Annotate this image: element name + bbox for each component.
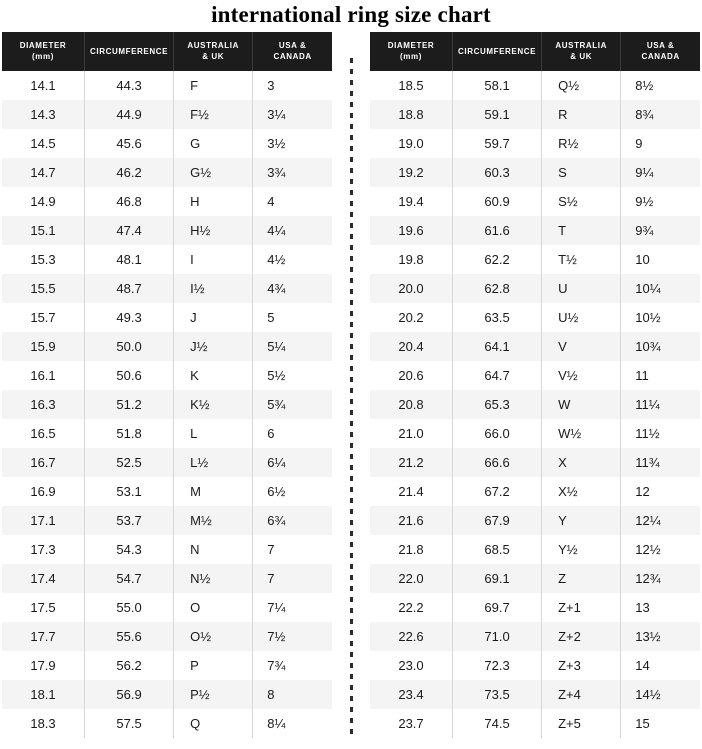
table-row <box>370 506 700 535</box>
cell-usa-canada: 7 <box>253 535 332 564</box>
cell-usa-canada: 14½ <box>621 680 700 709</box>
table-row <box>370 419 700 448</box>
cell-diameter: 20.2 <box>370 303 453 332</box>
cell-australia-uk: Y½ <box>542 535 621 564</box>
table-row <box>2 651 332 680</box>
table-row <box>370 274 700 303</box>
table-row <box>2 680 332 709</box>
cell-diameter: 18.5 <box>370 71 453 100</box>
cell-diameter: 23.7 <box>370 709 453 738</box>
table-row <box>2 593 332 622</box>
cell-australia-uk: V <box>542 332 621 361</box>
cell-australia-uk: Y <box>542 506 621 535</box>
cell-usa-canada: 6½ <box>253 477 332 506</box>
cell-australia-uk: O½ <box>174 622 253 651</box>
cell-australia-uk: R <box>542 100 621 129</box>
table-row <box>370 216 700 245</box>
table-body-right <box>370 71 700 738</box>
table-row <box>370 622 700 651</box>
cell-diameter: 16.3 <box>2 390 85 419</box>
cell-diameter: 19.0 <box>370 129 453 158</box>
cell-usa-canada: 11½ <box>621 419 700 448</box>
cell-circumference: 57.5 <box>85 709 174 738</box>
ring-size-table-right <box>370 32 700 738</box>
cell-australia-uk: S <box>542 158 621 187</box>
tables-container <box>0 32 702 738</box>
cell-circumference: 47.4 <box>85 216 174 245</box>
cell-circumference: 45.6 <box>85 129 174 158</box>
cell-circumference: 67.2 <box>453 477 542 506</box>
header-row <box>2 32 332 71</box>
cell-australia-uk: S½ <box>542 187 621 216</box>
cell-circumference: 50.0 <box>85 332 174 361</box>
cell-diameter: 17.1 <box>2 506 85 535</box>
cell-australia-uk: Z+2 <box>542 622 621 651</box>
cell-usa-canada: 11 <box>621 361 700 390</box>
cell-australia-uk: J½ <box>174 332 253 361</box>
cell-diameter: 21.8 <box>370 535 453 564</box>
header-line-2: (mm) <box>32 52 54 61</box>
header-line-1: DIAMETER <box>19 41 67 50</box>
cell-circumference: 66.6 <box>453 448 542 477</box>
header-line-1: DIAMETER <box>387 41 435 50</box>
cell-australia-uk: L <box>174 419 253 448</box>
table-row <box>2 477 332 506</box>
cell-circumference: 55.0 <box>85 593 174 622</box>
cell-australia-uk: M½ <box>174 506 253 535</box>
cell-usa-canada: 15 <box>621 709 700 738</box>
cell-usa-canada: 9¾ <box>621 216 700 245</box>
column-header-australia-uk <box>542 32 621 71</box>
cell-circumference: 59.1 <box>453 100 542 129</box>
cell-australia-uk: Z+4 <box>542 680 621 709</box>
cell-diameter: 23.0 <box>370 651 453 680</box>
cell-circumference: 56.9 <box>85 680 174 709</box>
cell-circumference: 50.6 <box>85 361 174 390</box>
column-header-diameter <box>370 32 453 71</box>
cell-usa-canada: 10½ <box>621 303 700 332</box>
column-header-australia-uk <box>174 32 253 71</box>
cell-diameter: 22.6 <box>370 622 453 651</box>
cell-diameter: 21.2 <box>370 448 453 477</box>
table-row <box>370 71 700 100</box>
cell-australia-uk: Q <box>174 709 253 738</box>
table-row <box>2 216 332 245</box>
table-row <box>370 158 700 187</box>
cell-diameter: 17.7 <box>2 622 85 651</box>
cell-circumference: 64.7 <box>453 361 542 390</box>
table-row <box>2 361 332 390</box>
cell-circumference: 74.5 <box>453 709 542 738</box>
table-row <box>370 129 700 158</box>
cell-australia-uk: P½ <box>174 680 253 709</box>
cell-usa-canada: 13 <box>621 593 700 622</box>
cell-diameter: 20.4 <box>370 332 453 361</box>
cell-circumference: 58.1 <box>453 71 542 100</box>
cell-circumference: 66.0 <box>453 419 542 448</box>
cell-diameter: 22.2 <box>370 593 453 622</box>
header-line-2: CANADA <box>641 52 680 61</box>
cell-circumference: 56.2 <box>85 651 174 680</box>
header-line-2: (mm) <box>400 52 422 61</box>
cell-circumference: 53.1 <box>85 477 174 506</box>
cell-diameter: 14.9 <box>2 187 85 216</box>
table-row <box>2 535 332 564</box>
cell-diameter: 17.9 <box>2 651 85 680</box>
cell-usa-canada: 5½ <box>253 361 332 390</box>
cell-diameter: 15.7 <box>2 303 85 332</box>
cell-diameter: 16.1 <box>2 361 85 390</box>
cell-australia-uk: U½ <box>542 303 621 332</box>
cell-diameter: 18.3 <box>2 709 85 738</box>
cell-usa-canada: 4¼ <box>253 216 332 245</box>
cell-circumference: 44.9 <box>85 100 174 129</box>
cell-australia-uk: R½ <box>542 129 621 158</box>
cell-usa-canada: 5¾ <box>253 390 332 419</box>
header-line-1: AUSTRALIA <box>555 41 607 50</box>
table-row <box>2 245 332 274</box>
table-row <box>2 158 332 187</box>
cell-diameter: 20.8 <box>370 390 453 419</box>
table-row <box>370 332 700 361</box>
left-table-wrapper <box>2 32 332 738</box>
cell-diameter: 23.4 <box>370 680 453 709</box>
cell-australia-uk: K <box>174 361 253 390</box>
cell-diameter: 21.0 <box>370 419 453 448</box>
cell-circumference: 69.1 <box>453 564 542 593</box>
dotted-divider <box>348 58 354 738</box>
cell-usa-canada: 7¼ <box>253 593 332 622</box>
cell-circumference: 67.9 <box>453 506 542 535</box>
cell-diameter: 15.5 <box>2 274 85 303</box>
cell-australia-uk: P <box>174 651 253 680</box>
table-row <box>2 100 332 129</box>
cell-circumference: 71.0 <box>453 622 542 651</box>
header-line-1: CIRCUMFERENCE <box>458 46 537 56</box>
table-row <box>370 477 700 506</box>
cell-usa-canada: 11¼ <box>621 390 700 419</box>
cell-circumference: 49.3 <box>85 303 174 332</box>
cell-australia-uk: N½ <box>174 564 253 593</box>
cell-usa-canada: 8½ <box>621 71 700 100</box>
cell-diameter: 20.0 <box>370 274 453 303</box>
cell-diameter: 15.1 <box>2 216 85 245</box>
column-header-diameter <box>2 32 85 71</box>
table-row <box>370 593 700 622</box>
table-header-right <box>370 32 700 71</box>
cell-usa-canada: 7 <box>253 564 332 593</box>
cell-australia-uk: H½ <box>174 216 253 245</box>
cell-usa-canada: 3¾ <box>253 158 332 187</box>
cell-diameter: 19.8 <box>370 245 453 274</box>
table-row <box>370 535 700 564</box>
header-line-2: & UK <box>570 52 593 61</box>
cell-diameter: 19.6 <box>370 216 453 245</box>
cell-australia-uk: M <box>174 477 253 506</box>
cell-diameter: 20.6 <box>370 361 453 390</box>
cell-circumference: 61.6 <box>453 216 542 245</box>
cell-diameter: 16.7 <box>2 448 85 477</box>
cell-circumference: 52.5 <box>85 448 174 477</box>
cell-australia-uk: I½ <box>174 274 253 303</box>
cell-circumference: 73.5 <box>453 680 542 709</box>
cell-diameter: 21.6 <box>370 506 453 535</box>
cell-diameter: 21.4 <box>370 477 453 506</box>
cell-usa-canada: 5¼ <box>253 332 332 361</box>
cell-australia-uk: U <box>542 274 621 303</box>
cell-diameter: 17.4 <box>2 564 85 593</box>
cell-australia-uk: G½ <box>174 158 253 187</box>
cell-circumference: 72.3 <box>453 651 542 680</box>
table-row <box>370 187 700 216</box>
cell-diameter: 17.5 <box>2 593 85 622</box>
cell-circumference: 63.5 <box>453 303 542 332</box>
cell-australia-uk: J <box>174 303 253 332</box>
cell-usa-canada: 3 <box>253 71 332 100</box>
cell-usa-canada: 8 <box>253 680 332 709</box>
cell-usa-canada: 3½ <box>253 129 332 158</box>
table-body-left <box>2 71 332 738</box>
header-line-2: & UK <box>202 52 225 61</box>
cell-usa-canada: 7¾ <box>253 651 332 680</box>
header-line-2: CANADA <box>273 52 312 61</box>
table-row <box>370 390 700 419</box>
column-header-usa-canada <box>253 32 332 71</box>
cell-circumference: 48.1 <box>85 245 174 274</box>
cell-circumference: 60.9 <box>453 187 542 216</box>
cell-diameter: 22.0 <box>370 564 453 593</box>
table-header-left <box>2 32 332 71</box>
cell-circumference: 64.1 <box>453 332 542 361</box>
cell-diameter: 14.3 <box>2 100 85 129</box>
cell-circumference: 53.7 <box>85 506 174 535</box>
cell-circumference: 51.8 <box>85 419 174 448</box>
cell-circumference: 54.7 <box>85 564 174 593</box>
cell-usa-canada: 3¼ <box>253 100 332 129</box>
cell-usa-canada: 4¾ <box>253 274 332 303</box>
cell-australia-uk: T <box>542 216 621 245</box>
cell-usa-canada: 6 <box>253 419 332 448</box>
page-title: international ring size chart <box>211 2 491 27</box>
cell-usa-canada: 9 <box>621 129 700 158</box>
cell-australia-uk: H <box>174 187 253 216</box>
cell-diameter: 14.1 <box>2 71 85 100</box>
cell-australia-uk: Z+1 <box>542 593 621 622</box>
table-row <box>370 303 700 332</box>
cell-diameter: 15.9 <box>2 332 85 361</box>
cell-usa-canada: 12 <box>621 477 700 506</box>
cell-usa-canada: 10¾ <box>621 332 700 361</box>
table-row <box>2 419 332 448</box>
cell-usa-canada: 4 <box>253 187 332 216</box>
cell-australia-uk: G <box>174 129 253 158</box>
cell-australia-uk: W <box>542 390 621 419</box>
table-row <box>370 245 700 274</box>
table-row <box>370 361 700 390</box>
cell-australia-uk: Z+3 <box>542 651 621 680</box>
table-row <box>370 564 700 593</box>
table-row <box>2 448 332 477</box>
table-row <box>370 680 700 709</box>
cell-usa-canada: 12¾ <box>621 564 700 593</box>
cell-diameter: 16.5 <box>2 419 85 448</box>
cell-australia-uk: Q½ <box>542 71 621 100</box>
cell-circumference: 55.6 <box>85 622 174 651</box>
cell-usa-canada: 10 <box>621 245 700 274</box>
cell-diameter: 14.5 <box>2 129 85 158</box>
cell-australia-uk: W½ <box>542 419 621 448</box>
cell-usa-canada: 11¾ <box>621 448 700 477</box>
table-row <box>370 448 700 477</box>
cell-diameter: 15.3 <box>2 245 85 274</box>
cell-circumference: 62.8 <box>453 274 542 303</box>
table-row <box>2 274 332 303</box>
column-header-circumference <box>453 32 542 71</box>
cell-australia-uk: F½ <box>174 100 253 129</box>
cell-usa-canada: 4½ <box>253 245 332 274</box>
table-row <box>2 564 332 593</box>
table-row <box>2 129 332 158</box>
cell-australia-uk: T½ <box>542 245 621 274</box>
cell-australia-uk: K½ <box>174 390 253 419</box>
cell-circumference: 46.2 <box>85 158 174 187</box>
table-row <box>2 303 332 332</box>
cell-usa-canada: 12¼ <box>621 506 700 535</box>
cell-australia-uk: L½ <box>174 448 253 477</box>
cell-usa-canada: 5 <box>253 303 332 332</box>
right-table-wrapper <box>370 32 700 738</box>
table-row <box>2 390 332 419</box>
cell-australia-uk: O <box>174 593 253 622</box>
table-row <box>370 709 700 738</box>
table-row <box>2 187 332 216</box>
cell-usa-canada: 12½ <box>621 535 700 564</box>
cell-usa-canada: 9¼ <box>621 158 700 187</box>
cell-usa-canada: 9½ <box>621 187 700 216</box>
cell-diameter: 18.1 <box>2 680 85 709</box>
cell-diameter: 17.3 <box>2 535 85 564</box>
header-line-1: AUSTRALIA <box>187 41 239 50</box>
cell-circumference: 44.3 <box>85 71 174 100</box>
cell-australia-uk: Z <box>542 564 621 593</box>
cell-usa-canada: 8¼ <box>253 709 332 738</box>
cell-circumference: 60.3 <box>453 158 542 187</box>
cell-circumference: 68.5 <box>453 535 542 564</box>
cell-usa-canada: 7½ <box>253 622 332 651</box>
header-line-1: CIRCUMFERENCE <box>90 46 169 56</box>
header-line-1: USA & <box>646 41 675 50</box>
cell-diameter: 16.9 <box>2 477 85 506</box>
cell-usa-canada: 14 <box>621 651 700 680</box>
cell-diameter: 18.8 <box>370 100 453 129</box>
table-row <box>370 100 700 129</box>
column-header-usa-canada <box>621 32 700 71</box>
column-header-circumference <box>85 32 174 71</box>
cell-diameter: 19.4 <box>370 187 453 216</box>
cell-usa-canada: 6¾ <box>253 506 332 535</box>
ring-size-chart-page <box>0 2 702 749</box>
cell-circumference: 51.2 <box>85 390 174 419</box>
cell-australia-uk: N <box>174 535 253 564</box>
cell-circumference: 62.2 <box>453 245 542 274</box>
cell-usa-canada: 10¼ <box>621 274 700 303</box>
cell-circumference: 69.7 <box>453 593 542 622</box>
cell-australia-uk: X <box>542 448 621 477</box>
cell-circumference: 46.8 <box>85 187 174 216</box>
ring-size-table-left <box>2 32 332 738</box>
cell-usa-canada: 13½ <box>621 622 700 651</box>
cell-australia-uk: V½ <box>542 361 621 390</box>
table-row <box>370 651 700 680</box>
cell-circumference: 59.7 <box>453 129 542 158</box>
table-row <box>2 332 332 361</box>
cell-usa-canada: 8¾ <box>621 100 700 129</box>
table-row <box>2 506 332 535</box>
cell-australia-uk: X½ <box>542 477 621 506</box>
header-row <box>370 32 700 71</box>
cell-circumference: 54.3 <box>85 535 174 564</box>
cell-circumference: 65.3 <box>453 390 542 419</box>
cell-usa-canada: 6¼ <box>253 448 332 477</box>
cell-diameter: 19.2 <box>370 158 453 187</box>
cell-diameter: 14.7 <box>2 158 85 187</box>
cell-circumference: 48.7 <box>85 274 174 303</box>
table-row <box>2 709 332 738</box>
cell-australia-uk: F <box>174 71 253 100</box>
cell-australia-uk: I <box>174 245 253 274</box>
cell-australia-uk: Z+5 <box>542 709 621 738</box>
table-row <box>2 71 332 100</box>
table-row <box>2 622 332 651</box>
header-line-1: USA & <box>278 41 307 50</box>
